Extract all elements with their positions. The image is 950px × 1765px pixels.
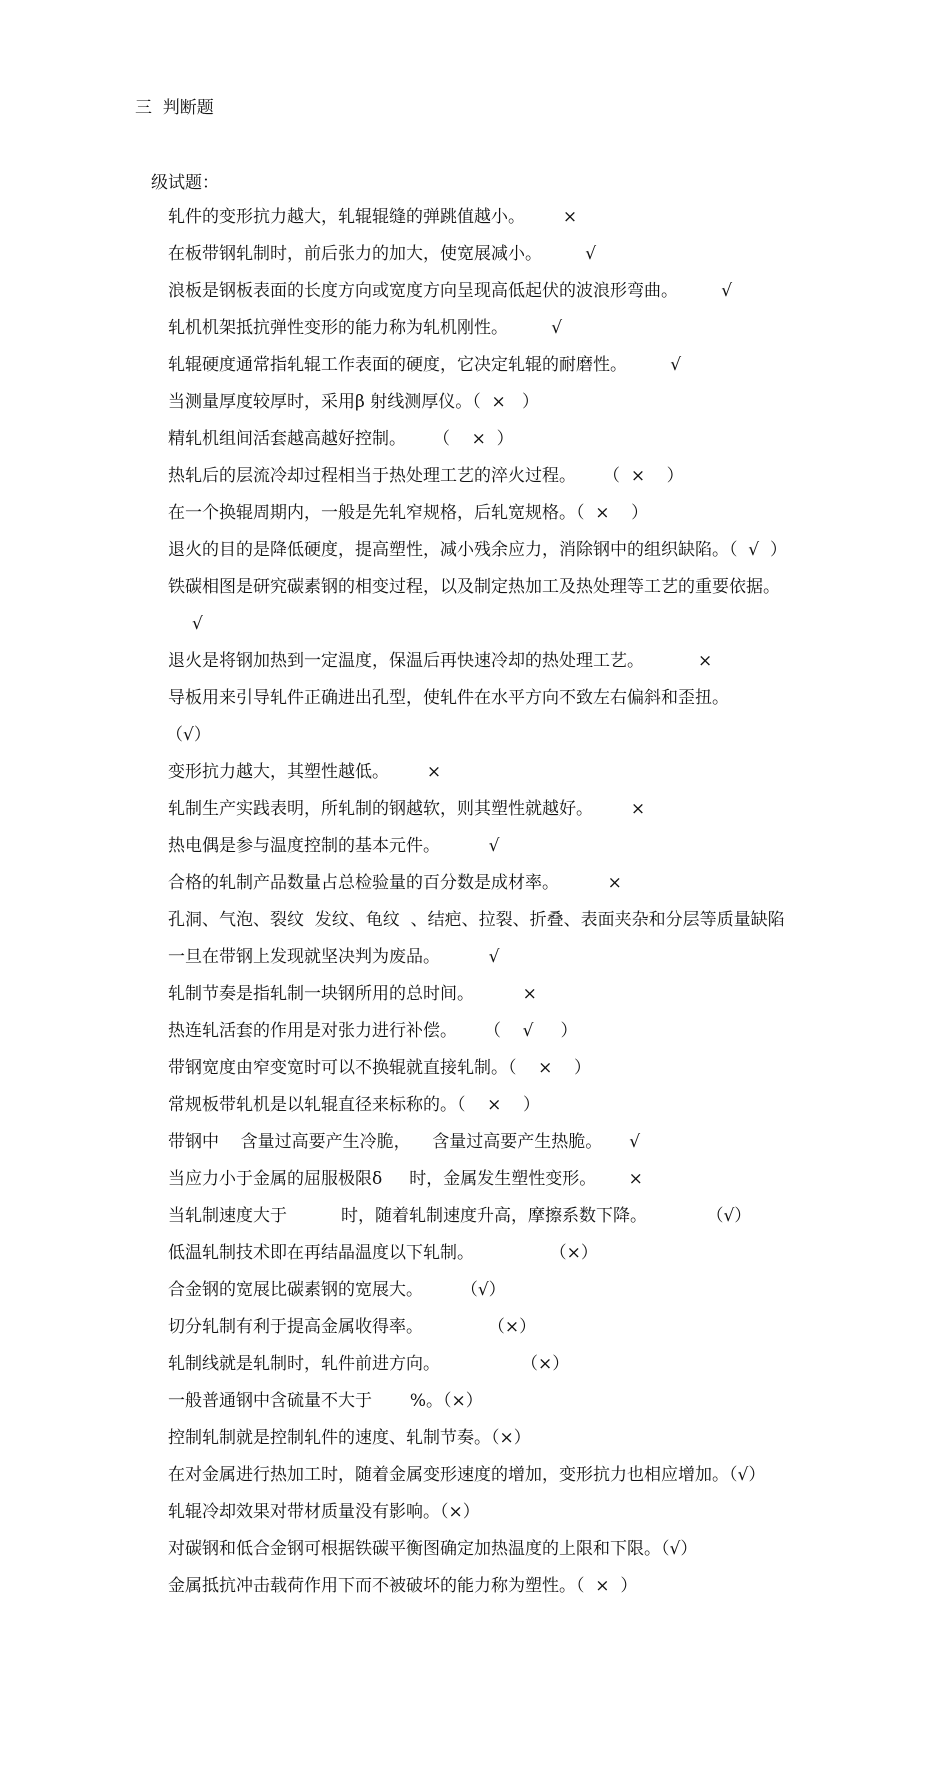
question-line: 一般普通钢中含硫量不大于 %。（×）: [168, 1391, 483, 1411]
question-line: 当轧制速度大于 时，随着轧制速度升高，摩擦系数下降。 （√）: [168, 1206, 752, 1226]
question-list: [168, 204, 868, 1610]
question-line: 合金钢的宽展比碳素钢的宽展大。 （√）: [168, 1280, 506, 1300]
question-line: 当应力小于金属的屈服极限δ 时，金属发生塑性变形。 ×: [168, 1169, 643, 1189]
question-line: 精轧机组间活套越高越好控制。 （ × ）: [168, 429, 514, 449]
question-line: 控制轧制就是控制轧件的速度、轧制节奏。（×）: [168, 1428, 531, 1448]
question-line: 铁碳相图是研究碳素钢的相变过程，以及制定热加工及热处理等工艺的重要依据。: [168, 577, 780, 597]
question-line: 轧制线就是轧制时，轧件前进方向。 （×）: [168, 1354, 570, 1374]
question-line: 在一个换辊周期内，一般是先轧窄规格，后轧宽规格。（ × ）: [168, 503, 649, 523]
section-title: 三 判断题: [135, 98, 214, 118]
question-line: 在对金属进行热加工时，随着金属变形速度的增加，变形抗力也相应增加。（√）: [168, 1465, 766, 1485]
question-line: 退火的目的是降低硬度，提高塑性，减小残余应力，消除钢中的组织缺陷。（ √ ）: [168, 540, 787, 560]
subtitle: 级试题：: [151, 173, 219, 193]
question-line: 对碳钢和低合金钢可根据铁碳平衡图确定加热温度的上限和下限。（√）: [168, 1539, 698, 1559]
question-line: 带钢中 含量过高要产生冷脆， 含量过高要产生热脆。 √: [168, 1132, 641, 1152]
question-line: 常规板带轧机是以轧辊直径来标称的。（ × ）: [168, 1095, 540, 1115]
question-line: 轧制节奏是指轧制一块钢所用的总时间。 ×: [168, 984, 537, 1004]
question-line: 合格的轧制产品数量占总检验量的百分数是成材率。 ×: [168, 873, 622, 893]
question-line: 低温轧制技术即在再结晶温度以下轧制。 （×）: [168, 1243, 598, 1263]
question-answer-continuation: （√）: [166, 725, 211, 745]
question-line: 浪板是钢板表面的长度方向或宽度方向呈现高低起伏的波浪形弯曲。 √: [168, 281, 733, 301]
question-line: 一旦在带钢上发现就坚决判为废品。 √: [168, 947, 500, 967]
question-line: 轧制生产实践表明，所轧制的钢越软，则其塑性就越好。 ×: [168, 799, 646, 819]
question-line: 热电偶是参与温度控制的基本元件。 √: [168, 836, 500, 856]
question-line: 轧辊冷却效果对带材质量没有影响。（×）: [168, 1502, 480, 1522]
question-line: 热轧后的层流冷却过程相当于热处理工艺的淬火过程。 （ × ）: [168, 466, 684, 486]
question-line: 退火是将钢加热到一定温度，保温后再快速冷却的热处理工艺。 ×: [168, 651, 713, 671]
question-line: 轧辊硬度通常指轧辊工作表面的硬度，它决定轧辊的耐磨性。 √: [168, 355, 682, 375]
question-line: 导板用来引导轧件正确进出孔型，使轧件在水平方向不致左右偏斜和歪扭。: [168, 688, 729, 708]
question-line: 在板带钢轧制时，前后张力的加大，使宽展减小。 √: [168, 244, 597, 264]
question-answer-continuation: √: [192, 614, 203, 634]
question-line: 切分轧制有利于提高金属收得率。 （×）: [168, 1317, 537, 1337]
question-line: 热连轧活套的作用是对张力进行补偿。 （ √ ）: [168, 1021, 578, 1041]
question-line: 变形抗力越大，其塑性越低。 ×: [168, 762, 442, 782]
question-line: 轧件的变形抗力越大，轧辊辊缝的弹跳值越小。 ×: [168, 207, 578, 227]
question-line: 金属抵抗冲击载荷作用下而不被破坏的能力称为塑性。（ × ）: [168, 1576, 638, 1596]
question-line: 带钢宽度由窄变宽时可以不换辊就直接轧制。（ × ）: [168, 1058, 591, 1078]
question-line: 当测量厚度较厚时，采用β 射线测厚仪。（ × ）: [168, 392, 539, 412]
question-line: 孔洞、气泡、裂纹 发纹、龟纹 、结疤、拉裂、折叠、表面夹杂和分层等质量缺陷: [168, 910, 785, 930]
question-line: 轧机机架抵抗弹性变形的能力称为轧机刚性。 √: [168, 318, 563, 338]
